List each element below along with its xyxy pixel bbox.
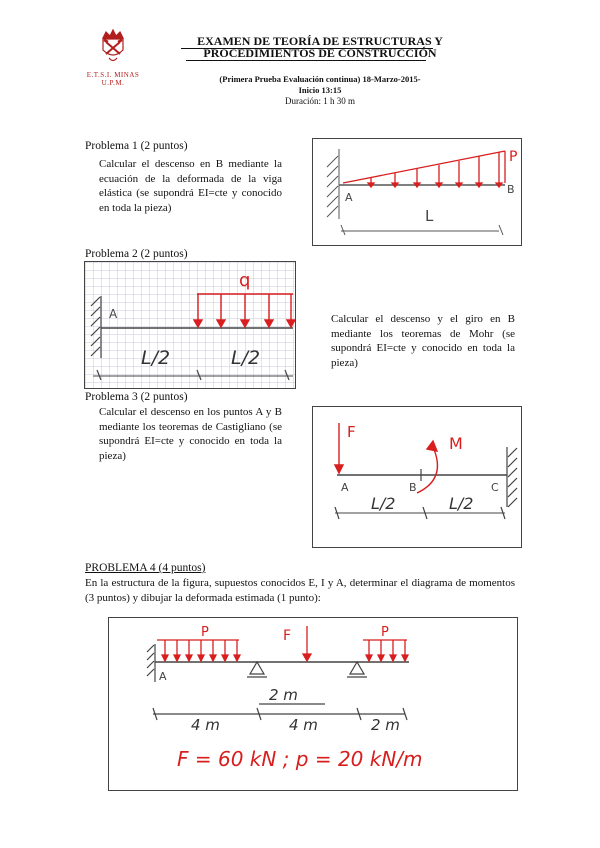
problem3-figure (312, 406, 522, 548)
p4-load-right-label: P (381, 625, 389, 640)
p1-length-label: L (425, 207, 434, 225)
p3-moment-label: M (449, 434, 463, 453)
problem2-title: Problema 2 (2 puntos) (85, 248, 188, 260)
problem1-figure (312, 138, 522, 246)
p1-label-b: B (507, 183, 515, 196)
p4-dim-4m-b: 4 m (289, 716, 318, 734)
p2-label-a: A (109, 307, 118, 321)
problem4-diagram (109, 618, 517, 790)
p4-dim-4m-a: 4 m (191, 716, 220, 734)
problem3-text: Calcular el descenso en los puntos A y B mediante los teoremas de Castigliano (se supondrá EI=cte y conocido en toda la pieza) (99, 406, 282, 462)
p2-load-label: q (239, 270, 251, 291)
problem1-diagram (313, 139, 521, 245)
title-underline-2 (186, 60, 426, 61)
p3-label-b: B (409, 481, 417, 494)
p1-load-label: P (509, 149, 518, 165)
problem4-text: En la estructura de la figura, supuestos conocidos E, I y A, determinar el diagrama de momentos (3 puntos) y dibujar la deformada estimada (1 punto): (85, 577, 515, 604)
crest-icon (84, 28, 142, 66)
p1-label-a: A (345, 191, 353, 204)
problem2-diagram (85, 262, 295, 388)
p4-values: F = 60 kN ; p = 20 kN/m (177, 747, 423, 771)
problem4-figure (108, 617, 518, 791)
p4-load-left-label: P (201, 625, 209, 640)
problem3-title: Problema 3 (2 puntos) (85, 391, 188, 403)
exam-start: Inicio 13:15 (298, 85, 342, 95)
p3-label-c: C (491, 481, 499, 494)
crest-line2: U.P.M. (101, 79, 125, 87)
p3-span1: L/2 (371, 494, 396, 513)
p2-span1: L/2 (141, 347, 171, 369)
problem2-figure (84, 261, 296, 389)
p4-dim-2m: 2 m (269, 686, 298, 704)
problem1-title: Problema 1 (2 puntos) (85, 140, 188, 152)
school-crest (84, 28, 142, 87)
p4-force-label: F (283, 628, 292, 644)
problem2-text: Calcular el descenso y el giro en B mediante los teoremas de Mohr (se supondrá EI=cte y conocido en toda la pieza) (331, 313, 515, 369)
crest-line1: E.T.S.I. MINAS (86, 71, 140, 79)
p3-label-a: A (341, 481, 349, 494)
exam-title-line2: PROCEDIMIENTOS DE CONSTRUCCIÓN (203, 46, 437, 60)
p4-support-label: A (159, 670, 167, 683)
problem1-text: Calcular el descenso en B mediante la ecuación de la deformada de la viga elástica (se supondrá EI=cte y conocido en toda la pieza) (99, 158, 282, 214)
problem4-title: PROBLEMA 4 (4 puntos) (85, 562, 206, 574)
exam-title-line1: EXAMEN DE TEORÍA DE ESTRUCTURAS Y (197, 34, 443, 48)
p2-span2: L/2 (231, 347, 261, 369)
exam-duration: Duración: 1 h 30 m (285, 96, 355, 106)
p3-span2: L/2 (449, 494, 474, 513)
exam-info: (Primera Prueba Evaluación continua) 18-Marzo-2015- (219, 74, 421, 84)
problem3-diagram (313, 407, 521, 547)
p3-force-label: F (347, 423, 356, 441)
p4-dim-2m-b: 2 m (371, 716, 400, 734)
